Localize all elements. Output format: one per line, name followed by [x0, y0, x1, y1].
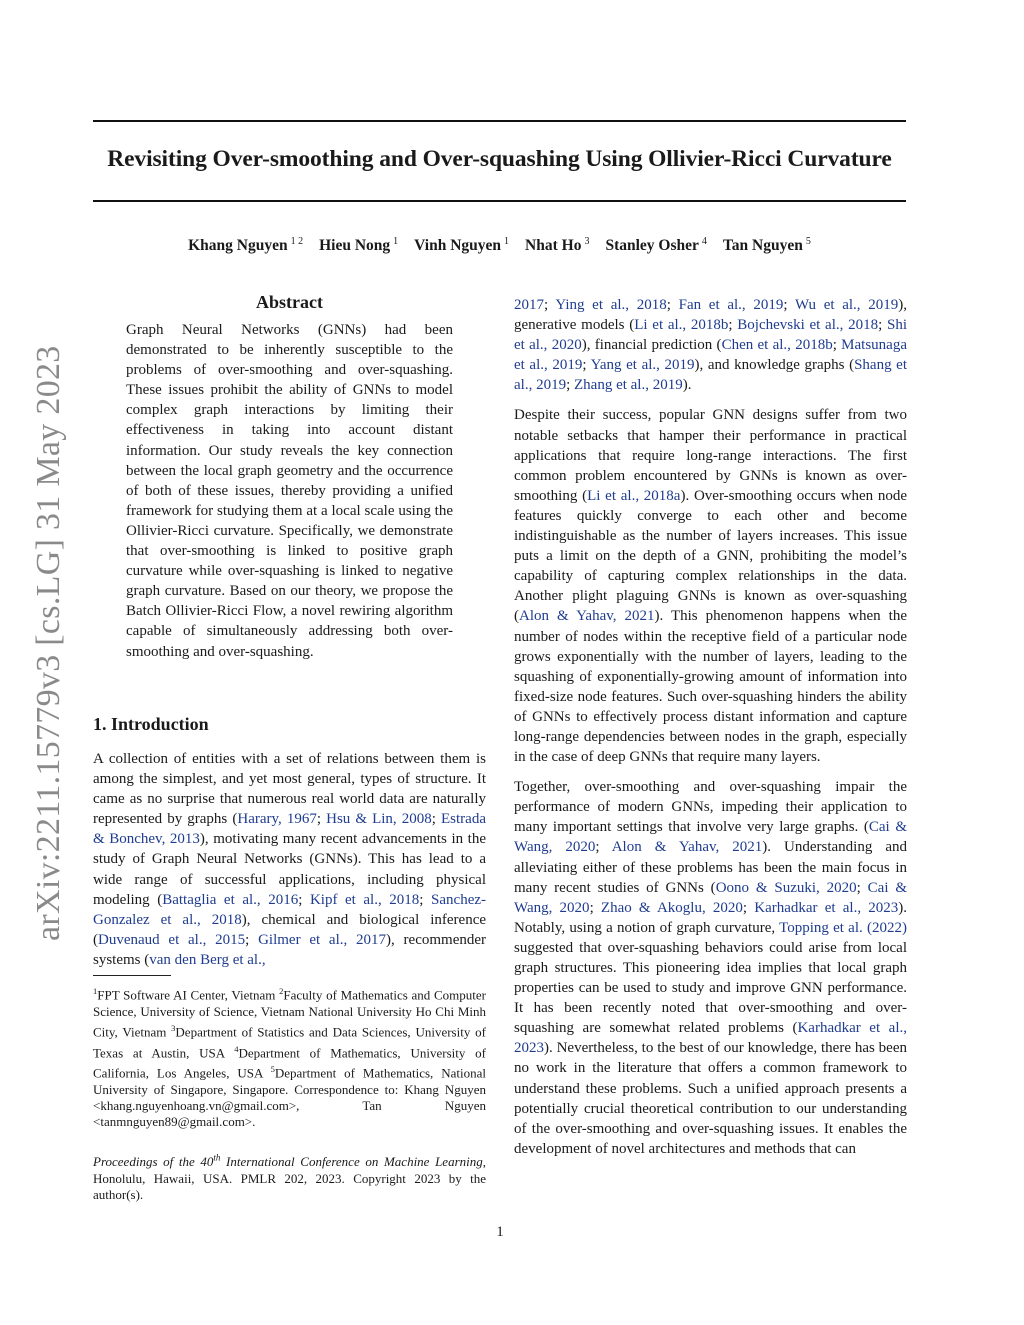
citation-link[interactable]: Sanchez-Gonzalez et al., 2018: [93, 891, 486, 928]
body-text: ). Over-smoothing occurs when node features quickly converge to each other and become indistinguishable as the number of layers increases. This issue puts a limit on the depth of a GNN, prohibiting the model’s capability of capturing complex relationships in the data. Another plight plaguing GNNs is known as over-squashing (: [514, 487, 908, 625]
body-text: ).: [682, 377, 692, 394]
author-name: Vinh Nguyen $^1$: [414, 236, 510, 254]
section-heading-introduction: 1. Introduction: [93, 714, 209, 734]
citation-link[interactable]: Shi et al., 2020: [514, 317, 907, 354]
citation-link[interactable]: Hsu & Lin, 2008: [326, 811, 432, 828]
footnote-text: FPT Software AI Center, Vietnam: [97, 987, 280, 1003]
body-text: ;: [431, 811, 442, 828]
body-text: ;: [245, 931, 259, 948]
author-list: [93, 236, 906, 255]
citation-link[interactable]: Karhadkar et al., 2023: [754, 899, 899, 916]
paper-title: Revisiting Over-smoothing and Over-squashing Using Ollivier-Ricci Curvature: [107, 146, 892, 172]
body-text: suggested that over-squashing behaviors could arise from local graph structures. This pioneering idea implies that local graph properties can be used to study and improve GNN performance. It has been recently noted that over-smoothing and over-squashing are somewhat related problems (: [514, 939, 907, 1037]
body-text: ;: [728, 317, 738, 334]
intro-paragraph: [93, 749, 486, 970]
title-rule-top: [93, 120, 906, 122]
body-text: ), chemical and biological inference (: [93, 911, 487, 948]
proceedings-note: [93, 1150, 486, 1203]
right-paragraph-1: [514, 295, 907, 395]
author-name: Stanley Osher $^4$: [605, 236, 707, 254]
body-text: ;: [878, 317, 887, 334]
citation-link[interactable]: Chen et al., 2018b: [721, 337, 833, 354]
abstract-text: Graph Neural Networks (GNNs) had been demonstrated to be inherently susceptible to the problems of over-smoothing and over-squashing. These issues prohibit the ability of GNNs to model complex graph interactions by limiting their effectiveness in taking into account distant information. Our study reveals the key connection between the local graph geometry and the occurrence of both of these issues, thereby providing a unified framework for studying them at a local scale using the Ollivier-Ricci curvature. Specifically, we demonstrate that over-smoothing is linked to positive graph curvature while over-squashing is linked to negative graph curvature. Based on our theory, we propose the Batch Ollivier-Ricci Flow, a novel rewiring algorithm capable of simultaneously addressing both over-smoothing and over-squashing.: [126, 322, 453, 660]
citation-link[interactable]: 2017: [514, 297, 544, 313]
arxiv-identifier[interactable]: arXiv:2211.15779v3 [cs.LG] 31 May 2023: [30, 345, 67, 941]
body-text: ;: [316, 811, 327, 828]
citation-link[interactable]: Harary, 1967: [237, 811, 317, 828]
body-text: ;: [742, 899, 755, 916]
proceedings-details: , Honolulu, Hawaii, USA. PMLR 202, 2023. Copyright 2023 by the author(s).: [93, 1154, 486, 1202]
author-name: Tan Nguyen $^5$: [722, 236, 811, 254]
affiliation-marker: 1 2: [290, 236, 304, 247]
body-text: ;: [582, 357, 591, 374]
body-text: ), recommender systems (: [93, 931, 487, 968]
body-text: ;: [566, 377, 574, 394]
body-text: ;: [832, 337, 842, 354]
citation-link[interactable]: Battaglia et al., 2016: [162, 891, 299, 908]
footnote-marker: 2: [279, 986, 284, 996]
author-name: Hieu Nong $^1$: [319, 236, 399, 254]
citation-link[interactable]: Kipf et al., 2018: [309, 891, 420, 908]
footnote-marker: 4: [234, 1043, 239, 1054]
footnote-text: Department of Mathematics, National University of Singapore, Singapore. Correspondence to: Khang Nguyen <khang.nguyenhoang.vn@gmail.com>, Tan Nguyen <tanmnguyen89@gmail.com>.: [93, 1065, 486, 1130]
citation-link[interactable]: Alon & Yahav, 2021: [611, 839, 763, 856]
citation-link[interactable]: Li et al., 2018b: [634, 317, 729, 334]
author-name: Nhat Ho $^3$: [525, 236, 590, 254]
body-text: ;: [589, 899, 601, 916]
citation-link[interactable]: Topping et al. (2022): [779, 919, 907, 936]
citation-link[interactable]: Zhao & Akoglu, 2020: [600, 899, 743, 916]
citation-link[interactable]: Yang et al., 2019: [590, 357, 695, 374]
right-paragraph-3: [514, 777, 907, 1159]
footnote-rule: [93, 975, 171, 976]
proceedings-venue: Proceedings of the 40th International Conference on Machine Learning: [93, 1153, 483, 1170]
body-text: ;: [595, 839, 612, 856]
citation-link[interactable]: Bojchevski et al., 2018: [737, 317, 879, 334]
citation-link[interactable]: Li et al., 2018a: [587, 487, 681, 504]
body-text: A collection of entities with a set of relations between them is among the simplest, and yet most general, types of structure. It came as no surprise that numerous real world data are naturally represented by graphs (: [93, 751, 486, 828]
body-text: ), and knowledge graphs (: [694, 357, 855, 374]
body-text: ). This phenomenon happens when the number of nodes within the receptive field of a particular node grows exponentially with the number of layers, leading to the squashing of exponentially-growing amount of information into fixed-size node features. Such over-squashing hinders the ability of GNNs to effectively process distant information and capture long-range dependencies between nodes in the graph, especially in the case of deep GNNs that require many layers.: [514, 608, 907, 766]
title-rule-bottom: [93, 200, 906, 202]
citation-link[interactable]: van den Berg et al.,: [149, 951, 266, 968]
citation-link[interactable]: Gilmer et al., 2017: [258, 931, 387, 948]
affiliation-marker: 4: [701, 236, 707, 247]
affiliation-marker: 1: [504, 236, 510, 247]
citation-link[interactable]: Wu et al., 2019: [794, 297, 899, 313]
author-name: Khang Nguyen $^{1 2}$: [188, 236, 304, 254]
body-text: ). Notably, using a notion of graph curvature,: [514, 899, 907, 936]
affiliation-marker: 3: [584, 236, 590, 247]
citation-link[interactable]: Fan et al., 2019: [678, 297, 784, 313]
body-text: ;: [544, 297, 556, 313]
citation-link[interactable]: Alon & Yahav, 2021: [519, 608, 655, 625]
footnote-text: Department of Mathematics, University of California, Los Angeles, USA: [93, 1044, 486, 1081]
citation-link[interactable]: Ying et al., 2018: [555, 297, 667, 313]
body-text: ;: [666, 297, 679, 313]
body-text: ). Understanding and alleviating either of these problems has been the main focus in many recent studies of GNNs (: [514, 839, 907, 896]
citation-link[interactable]: Karhadkar et al., 2023: [514, 1020, 907, 1057]
citation-link[interactable]: Zhang et al., 2019: [574, 377, 683, 394]
body-text: ;: [856, 879, 868, 896]
footnote-text: Faculty of Mathematics and Computer Science, University of Science, Vietnam National University Ho Chi Minh City, Vietnam: [93, 987, 486, 1040]
page-number: 1: [496, 1224, 504, 1240]
citation-link[interactable]: Cai & Wang, 2020: [514, 819, 907, 856]
footnote-marker: 1: [93, 986, 98, 996]
body-text: ;: [783, 297, 795, 313]
abstract-heading: Abstract: [256, 292, 323, 312]
body-text: Despite their success, popular GNN designs suffer from two notable setbacks that hamper their performance in practical applications that require long-range interactions. The first common problem encountered by GNNs is known as over-smoothing (: [514, 407, 907, 504]
citation-link[interactable]: Shang et al., 2019: [514, 357, 907, 394]
citation-link[interactable]: Estrada & Bonchev, 2013: [93, 811, 486, 848]
footnote-text: Department of Statistics and Data Sciences, University of Texas at Austin, USA: [93, 1024, 486, 1060]
citation-link[interactable]: Duvenaud et al., 2015: [98, 931, 246, 948]
right-paragraph-2: [514, 405, 907, 767]
footnote-marker: 3: [171, 1022, 176, 1033]
affiliation-marker: 5: [805, 236, 811, 247]
affiliation-marker: 1: [393, 236, 399, 247]
citation-link[interactable]: Matsunaga et al., 2019: [514, 337, 907, 374]
citation-link[interactable]: Oono & Suzuki, 2020: [715, 879, 857, 896]
body-text: ). Nevertheless, to the best of our knowledge, there has been no work in the literature that offers a common framework to understand these problems. Such a unified approach presents a potentially crucial theoretical contribution to our understanding of the over-smoothing and over-squashing issues. It enables the development of novel architectures and methods that can: [514, 1040, 907, 1157]
body-text: ), motivating many recent advancements in the study of Graph Neural Networks (GNNs). This has lead to a wide range of successful applications, including physical modeling (: [93, 831, 487, 908]
citation-link[interactable]: Cai & Wang, 2020: [514, 879, 907, 916]
affiliation-footnote: [93, 983, 486, 1131]
body-text: ;: [298, 891, 310, 908]
right-column: [514, 295, 907, 1169]
footnote-marker: 5: [270, 1064, 275, 1075]
body-text: ), generative models (: [514, 297, 907, 334]
body-text: Together, over-smoothing and over-squashing impair the performance of modern GNNs, impeding their application to many important settings that involve very large graphs. (: [514, 779, 907, 836]
body-text: ), financial prediction (: [581, 337, 722, 354]
body-text: ;: [419, 891, 432, 908]
